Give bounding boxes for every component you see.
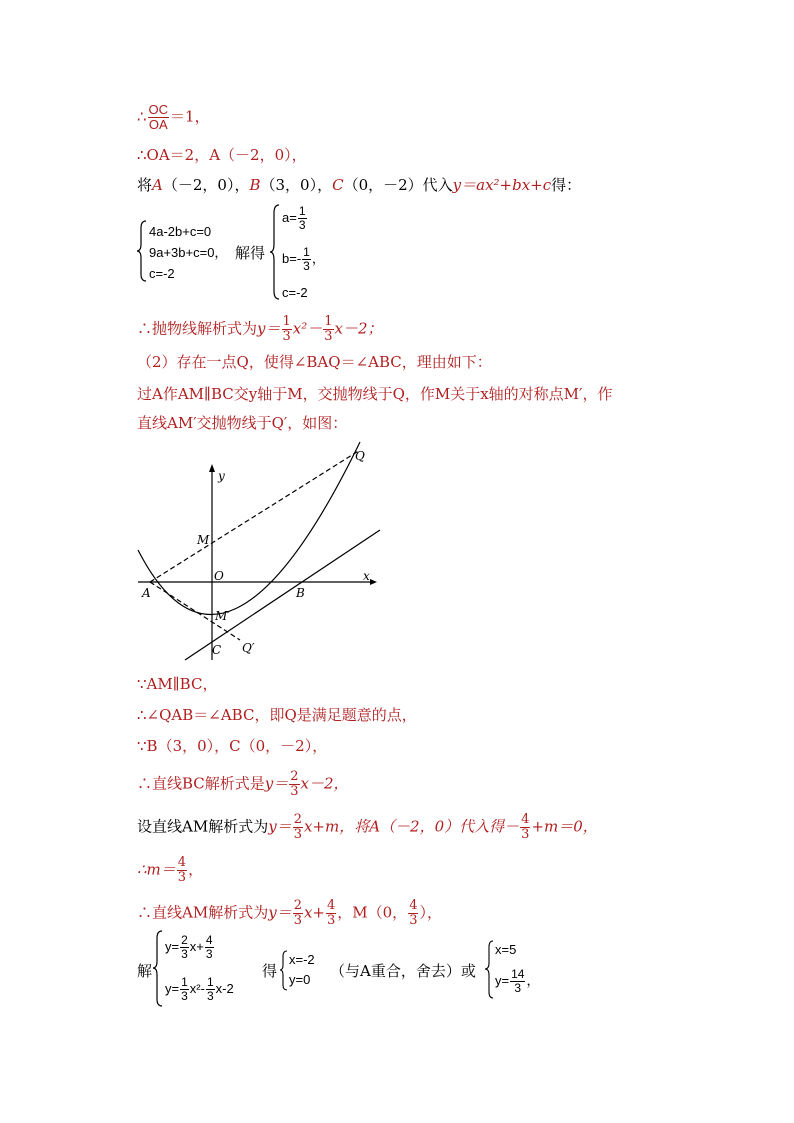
geometry-figure xyxy=(130,440,390,670)
x-arrow-icon xyxy=(370,579,377,585)
line-construction-2: 直线AM′交抛物线于Q′，如图： xyxy=(137,414,348,432)
y-arrow-icon xyxy=(209,464,215,472)
left-brace-icon xyxy=(137,220,147,282)
label-o: O xyxy=(214,569,224,583)
line-angle: ∴∠QAB＝∠ABC，即Q是满足题意的点， xyxy=(137,706,417,724)
line-oa-value: ∴OA＝2，A（－2，0）， xyxy=(137,146,307,164)
label-q-prime: Q′ xyxy=(242,641,255,655)
line-parallel: ∵AM∥BC， xyxy=(137,675,218,693)
line-bc xyxy=(185,530,380,660)
fraction-oc-oa: $\frac{OC}{OA}$ xyxy=(148,102,169,132)
line-part2: （2）存在一点Q，使得∠BAQ＝∠ABC，理由如下： xyxy=(137,353,492,371)
label-b: B xyxy=(296,586,305,600)
left-brace-icon xyxy=(485,940,494,1000)
line-oc-oa: ∴ $\frac{OC}{OA}$ ＝1， xyxy=(137,102,210,132)
solution-system: a= $\frac{1}{3}$ b=- $\frac{1}{3}$ ， c=-2 xyxy=(270,202,350,302)
line-points: ∵B（3，0），C（0，－2）， xyxy=(137,737,328,755)
line-parabola: ∴抛物线解析式为y＝ $\frac{1}{3}$ x²－ $\frac{1}{3}$ x－2； xyxy=(137,314,383,344)
label-m-prime: M′ xyxy=(215,609,231,623)
parabola xyxy=(138,442,360,615)
line-substitute: 将A（－2，0），B（3，0），C（0，－2）代入y＝ax²+bx+c得： xyxy=(137,176,582,194)
line-bc-equation: ∴直线BC解析式是y＝ $\frac{2}{3}$ x－2， xyxy=(137,769,349,799)
label-y: y xyxy=(218,469,225,483)
label-q: Q xyxy=(355,449,365,463)
left-brace-icon xyxy=(280,950,288,992)
label-c: C xyxy=(212,643,222,657)
line-construction: 过A作AM∥BC交y轴于M，交抛物线于Q，作M关于x轴的对称点M′，作 xyxy=(137,385,613,403)
line-m-value: ∴m＝ $\frac{4}{3}$ ， xyxy=(137,855,204,885)
label-m: M xyxy=(197,533,210,547)
line-am-equation: ∴直线AM解析式为y＝ $\frac{2}{3}$ x+ $\frac{4}{3}$ ，M（0， $\frac{4}{3}$ ）， xyxy=(137,898,442,928)
left-brace-icon xyxy=(270,204,280,300)
label-a: A xyxy=(142,586,151,600)
label-x: x xyxy=(363,569,370,583)
final-system: 解 y= $\frac{2}{3}$ x+ $\frac{4}{3}$ y= $\frac{1}{3}$ x²- $\frac{1}{3}$ x-2 得 x=-2 y=0 （与A重合，舍去）或 x=5 y= $\frac{14}{3}$ ， xyxy=(137,928,557,1010)
line-am-setup: 设直线AM解析式为y＝ $\frac{2}{3}$ x+m，将A（－2，0）代入得－ $\frac{4}{3}$ +m＝0， xyxy=(137,812,598,842)
equation-system: 4a-2b+c=0 9a+3b+c=0， c=-2 解得 xyxy=(137,218,277,288)
line-am xyxy=(150,450,360,582)
left-brace-icon xyxy=(153,930,163,1008)
